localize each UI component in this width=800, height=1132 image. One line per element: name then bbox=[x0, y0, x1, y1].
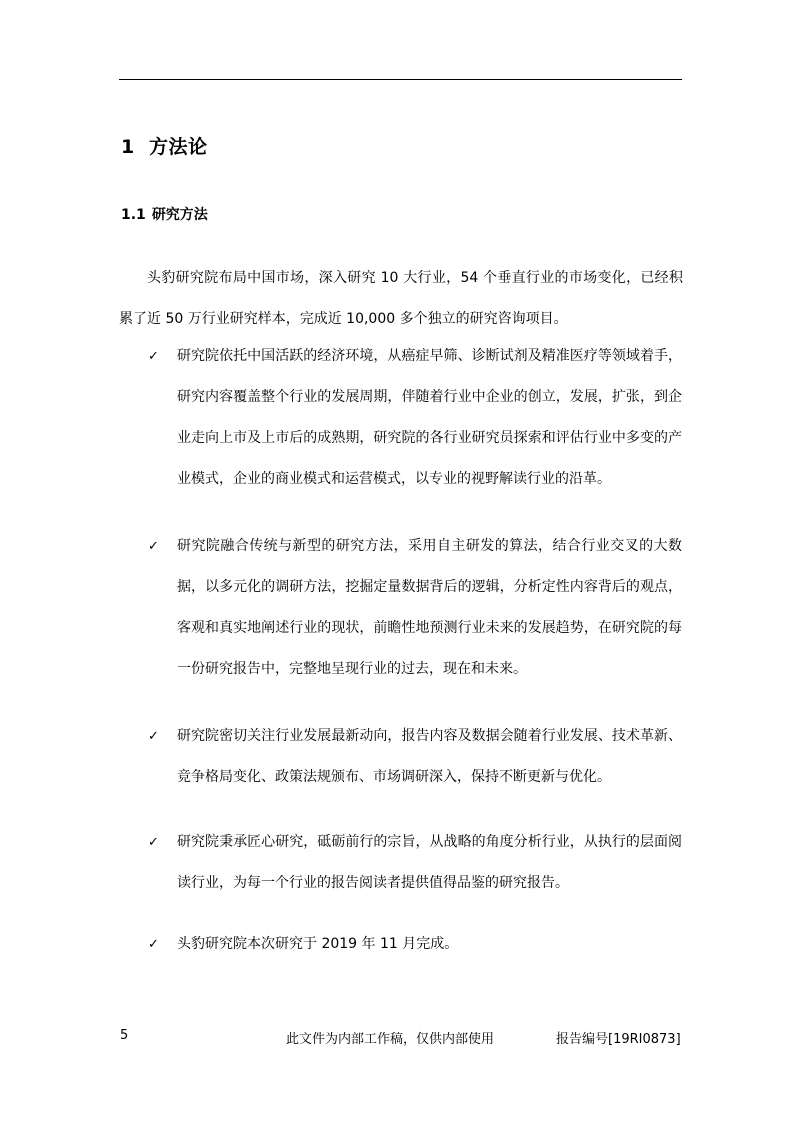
check-icon: ✓ bbox=[148, 835, 159, 850]
section-heading bbox=[121, 132, 208, 159]
page-number: 5 bbox=[120, 1028, 129, 1043]
section-title: 方法论 bbox=[149, 136, 208, 158]
list-item-text: 研究院密切关注行业发展最新动向，报告内容及数据会随着行业发展、技术革新、竞争格局变化、政策法规颁布、市场调研深入，保持不断更新与优化。 bbox=[177, 728, 682, 785]
subsection-title: 研究方法 bbox=[151, 207, 208, 223]
check-icon: ✓ bbox=[148, 729, 159, 744]
section-number: 1 bbox=[121, 136, 135, 158]
footer-note: 此文件为内部工作稿，仅供内部使用 bbox=[286, 1032, 495, 1047]
check-icon: ✓ bbox=[148, 937, 159, 952]
subsection-number: 1.1 bbox=[121, 207, 146, 223]
check-icon: ✓ bbox=[148, 349, 159, 364]
list-item-text: 研究院依托中国活跃的经济环境，从癌症早筛、诊断试剂及精准医疗等领域着手，研究内容覆盖整个行业的发展周期，伴随着行业中企业的创立，发展，扩张，到企业走向上市及上市后的成熟期，研究院的各行业研究员探索和评估行业中多变的产业模式，企业的商业模式和运营模式，以专业的视野解读行业的沿革。 bbox=[177, 348, 682, 487]
list-item-text: 研究院融合传统与新型的研究方法，采用自主研发的算法，结合行业交叉的大数据，以多元化的调研方法，挖掘定量数据背后的逻辑，分析定性内容背后的观点，客观和真实地阐述行业的现状，前瞻性地预测行业未来的发展趋势，在研究院的每一份研究报告中，完整地呈现行业的过去，现在和未来。 bbox=[177, 538, 682, 677]
list-item-text: 研究院秉承匠心研究，砥砺前行的宗旨，从战略的角度分析行业，从执行的层面阅读行业，为每一个行业的报告阅读者提供值得品鉴的研究报告。 bbox=[177, 834, 682, 891]
list-item-text: 头豹研究院本次研究于 2019 年 11 月完成。 bbox=[177, 936, 459, 952]
intro-paragraph: 头豹研究院布局中国市场，深入研究 10 大行业，54 个垂直行业的市场变化，已经积累了近 50 万行业研究样本，完成近 10,000 多个独立的研究咨询项目。 bbox=[119, 270, 683, 327]
header-rule bbox=[119, 79, 682, 80]
subsection-heading bbox=[121, 204, 208, 224]
report-number: 报告编号[19RI0873] bbox=[556, 1032, 681, 1047]
check-icon: ✓ bbox=[148, 539, 159, 554]
